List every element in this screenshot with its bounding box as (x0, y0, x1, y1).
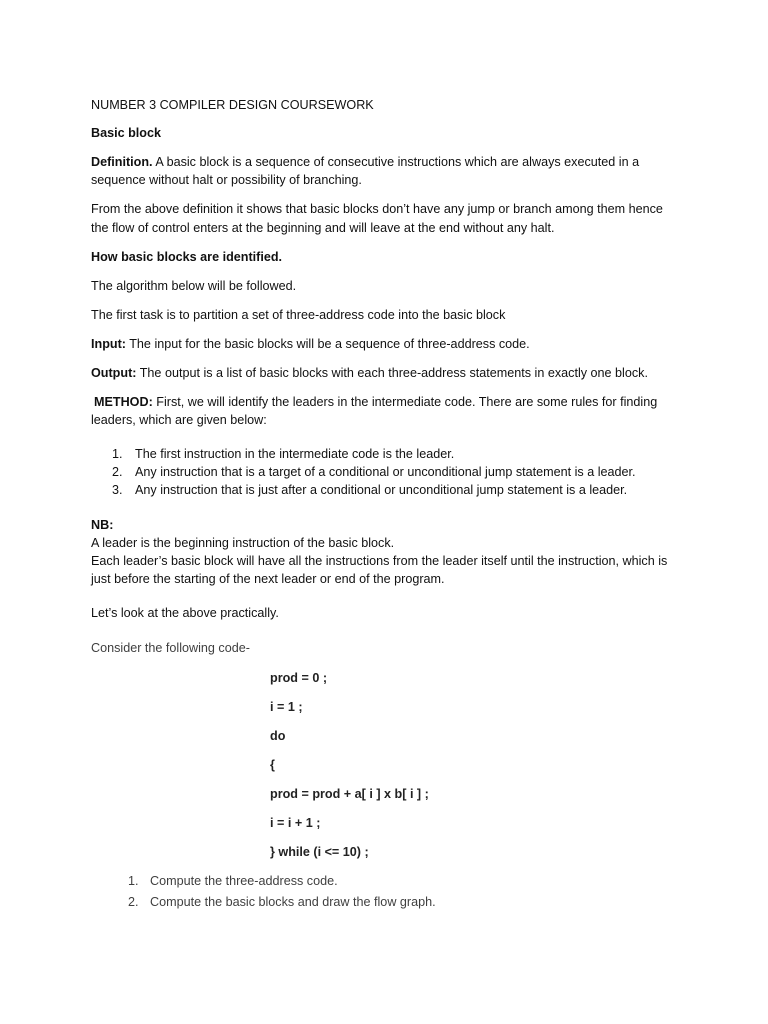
task-number: 1. (128, 874, 139, 888)
first-task-line: The first task is to partition a set of three-address code into the basic block (91, 308, 506, 322)
definition-text: A basic block is a sequence of consecutive instructions which are always executed in a (152, 155, 640, 169)
input-line (91, 335, 530, 353)
definition-line-2: sequence without halt or possibility of branching. (91, 173, 362, 187)
code-line: do (270, 729, 286, 743)
code-line: prod = prod + a[ i ] x b[ i ] ; (270, 787, 429, 801)
task-text: Compute the three-address code. (150, 874, 338, 888)
method-text: First, we will identify the leaders in the intermediate code. There are some rules for finding (152, 395, 658, 409)
paragraph-line-1: From the above definition it shows that basic blocks don’t have any jump or branch among them hence (91, 202, 663, 216)
rule-text: Any instruction that is just after a conditional or unconditional jump statement is a leader. (135, 483, 628, 497)
identify-heading: How basic blocks are identified. (91, 250, 283, 264)
algorithm-line: The algorithm below will be followed. (91, 279, 297, 293)
practical-line: Let’s look at the above practically. (91, 606, 279, 620)
consider-line: Consider the following code- (91, 641, 250, 655)
method-line-1 (94, 393, 657, 411)
section-heading: Basic block (91, 126, 161, 140)
nb-line-1: A leader is the beginning instruction of the basic block. (91, 536, 395, 550)
nb-label: NB: (91, 518, 114, 532)
output-text: The output is a list of basic blocks with each three-address statements in exactly one block. (136, 366, 648, 380)
code-line: { (270, 758, 275, 772)
output-label: Output: (91, 366, 137, 380)
definition-label: Definition. (91, 155, 153, 169)
method-label: METHOD: (94, 395, 153, 409)
code-line: i = 1 ; (270, 700, 303, 714)
code-line: prod = 0 ; (270, 671, 328, 685)
code-line: i = i + 1 ; (270, 816, 321, 830)
definition-line-1 (91, 153, 639, 171)
rule-text: Any instruction that is a target of a conditional or unconditional jump statement is a leader. (135, 465, 636, 479)
rule-number: 2. (112, 465, 123, 479)
nb-line-3: just before the starting of the next leader or end of the program. (91, 572, 445, 586)
paragraph-line-2: the flow of control enters at the beginning and will leave at the end without any halt. (91, 221, 555, 235)
output-line (91, 364, 648, 382)
input-text: The input for the basic blocks will be a sequence of three-address code. (125, 337, 530, 351)
rule-number: 1. (112, 447, 123, 461)
rule-number: 3. (112, 483, 123, 497)
rule-text: The first instruction in the intermediate code is the leader. (135, 447, 455, 461)
document-title: NUMBER 3 COMPILER DESIGN COURSEWORK (91, 98, 374, 112)
input-label: Input: (91, 337, 126, 351)
task-text: Compute the basic blocks and draw the flow graph. (150, 895, 436, 909)
method-line-2: leaders, which are given below: (91, 413, 267, 427)
nb-line-2: Each leader’s basic block will have all the instructions from the leader itself until the instruction, which is (91, 554, 668, 568)
code-line: } while (i <= 10) ; (270, 845, 369, 859)
task-number: 2. (128, 895, 139, 909)
